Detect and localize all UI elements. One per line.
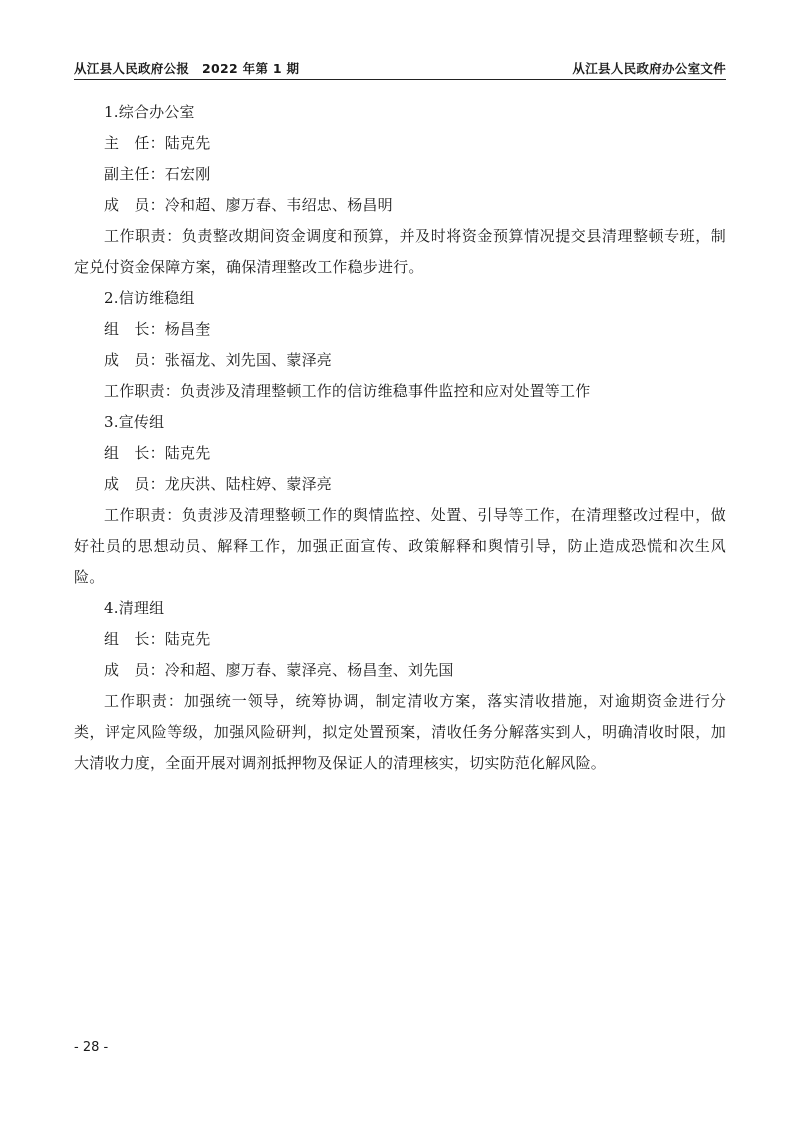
- role-line: 主 任：陆克先: [104, 134, 211, 152]
- role-line: 成 员：张福龙、刘先国、蒙泽亮: [104, 351, 333, 369]
- duty-paragraph: 工作职责：负责整改期间资金调度和预算，并及时将资金预算情况提交县清理整顿专班，制定兑付资金保障方案，确保清理整改工作稳步进行。: [74, 227, 726, 276]
- duty-paragraph: 工作职责：加强统一领导，统筹协调，制定清收方案，落实清收措施，对逾期资金进行分类，评定风险等级，加强风险研判，拟定处置预案，清收任务分解落实到人，明确清收时限，加大清收力度，全面开展对调剂抵押物及保证人的清理核实，切实防范化解风险。: [74, 692, 726, 772]
- section-title: 1.综合办公室: [104, 103, 195, 121]
- header-bulletin-title: 从江县人民政府公报 2022 年第 1 期: [74, 61, 300, 76]
- role-line: 组 长：陆克先: [104, 444, 211, 462]
- role-line: 副主任：石宏刚: [104, 165, 211, 183]
- section-cleanup: [74, 593, 726, 779]
- duty-paragraph: 工作职责：负责涉及清理整顿工作的信访维稳事件监控和应对处置等工作: [104, 382, 591, 400]
- section-publicity: [74, 407, 726, 593]
- section-title: 3.宣传组: [104, 413, 165, 431]
- section-petition-stability: [74, 283, 726, 407]
- page-header: [74, 57, 726, 80]
- document-body: [74, 97, 726, 779]
- role-line: 成 员：冷和超、廖万春、韦绍忠、杨昌明: [104, 196, 393, 214]
- header-office-title: 从江县人民政府办公室文件: [572, 61, 726, 76]
- section-title: 4.清理组: [104, 599, 165, 617]
- duty-paragraph: 工作职责：负责涉及清理整顿工作的舆情监控、处置、引导等工作，在清理整改过程中，做好社员的思想动员、解释工作，加强正面宣传、政策解释和舆情引导，防止造成恐慌和次生风险。: [74, 506, 726, 586]
- role-line: 成 员：龙庆洪、陆柱婷、蒙泽亮: [104, 475, 333, 493]
- role-line: 成 员：冷和超、廖万春、蒙泽亮、杨昌奎、刘先国: [104, 661, 454, 679]
- section-title: 2.信访维稳组: [104, 289, 195, 307]
- page-number: - 28 -: [74, 1040, 109, 1055]
- role-line: 组 长：陆克先: [104, 630, 211, 648]
- role-line: 组 长：杨昌奎: [104, 320, 211, 338]
- section-general-office: [74, 97, 726, 283]
